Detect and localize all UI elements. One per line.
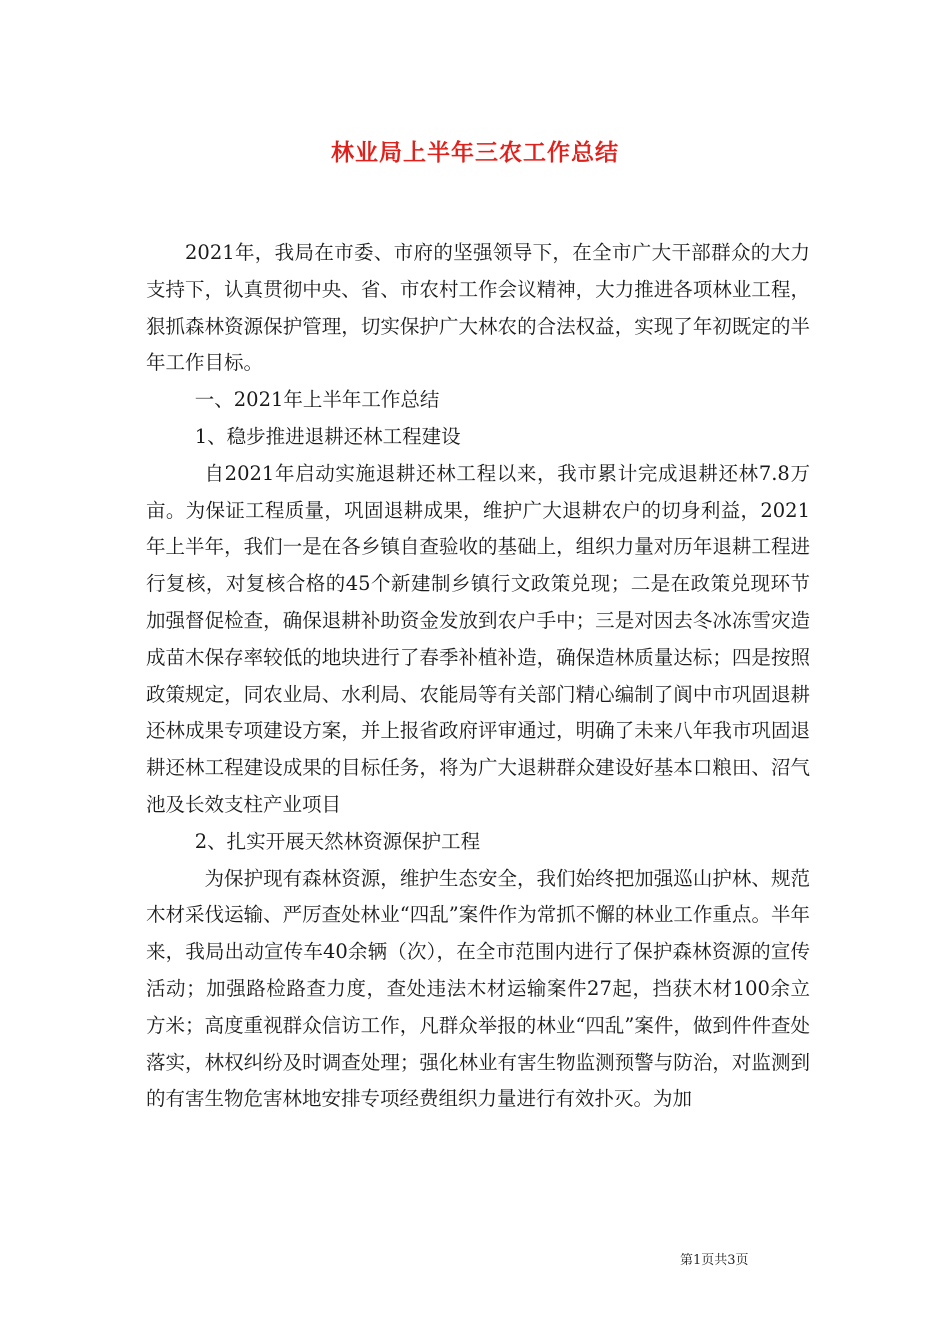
subsection-paragraph-2: 为保护现有森林资源，维护生态安全，我们始终把加强巡山护林、规范木材采伐运输、严厉查处林业“四乱”案件作为常抓不懈的林业工作重点。半年来，我局出动宣传车40余辆（次），在全市范围内进行了保护森林资源的宣传活动；加强路检路查力度，查处违法木材运输案件27起，挡获木材100余立方米；高度重视群众信访工作，凡群众举报的林业“四乱”案件，做到件件查处落实，林权纠纷及时调查处理；强化林业有害生物监测预警与防治，对监测到的有害生物危害林地安排专项经费组织力量进行有效扑灭。为加	[146, 866, 810, 1111]
subsection-paragraph-1: 自2021年启动实施退耕还林工程以来，我市累计完成退耕还林7.8万亩。为保证工程质量，巩固退耕成果，维护广大退耕农户的切身利益，2021年上半年，我们一是在各乡镇自查验收的基础上，组织力量对历年退耕工程进行复核，对复核合格的45个新建制乡镇行文政策兑现；二是在政策兑现环节加强督促检查，确保退耕补助资金发放到农户手中；三是对因去冬冰冻雪灾造成苗木保存率较低的地块进行了春季补植补造，确保造林质量达标；四是按照政策规定，同农业局、水利局、农能局等有关部门精心编制了阆中市巩固退耕还林成果专项建设方案，并上报省政府评审通过，明确了未来八年我市巩固退耕还林工程建设成果的目标任务，将为广大退耕群众建设好基本口粮田、沼气池及长效支柱产业项目	[146, 461, 810, 816]
intro-paragraph: 2021年，我局在市委、市府的坚强领导下，在全市广大干部群众的大力支持下，认真贯彻中央、省、市农村工作会议精神，大力推进各项林业工程，狠抓森林资源保护管理，切实保护广大林农的合法权益，实现了年初既定的半年工作目标。	[146, 241, 810, 375]
section-heading-1: 一、2021年上半年工作总结	[194, 388, 440, 412]
page-number: 第1页共3页	[680, 1253, 749, 1268]
document-body	[146, 235, 810, 1118]
subsection-heading-1: 1、稳步推进退耕还林工程建设	[194, 424, 461, 448]
document-title: 林业局上半年三农工作总结	[331, 139, 619, 166]
subsection-heading-2: 2、扎实开展天然林资源保护工程	[194, 829, 481, 853]
